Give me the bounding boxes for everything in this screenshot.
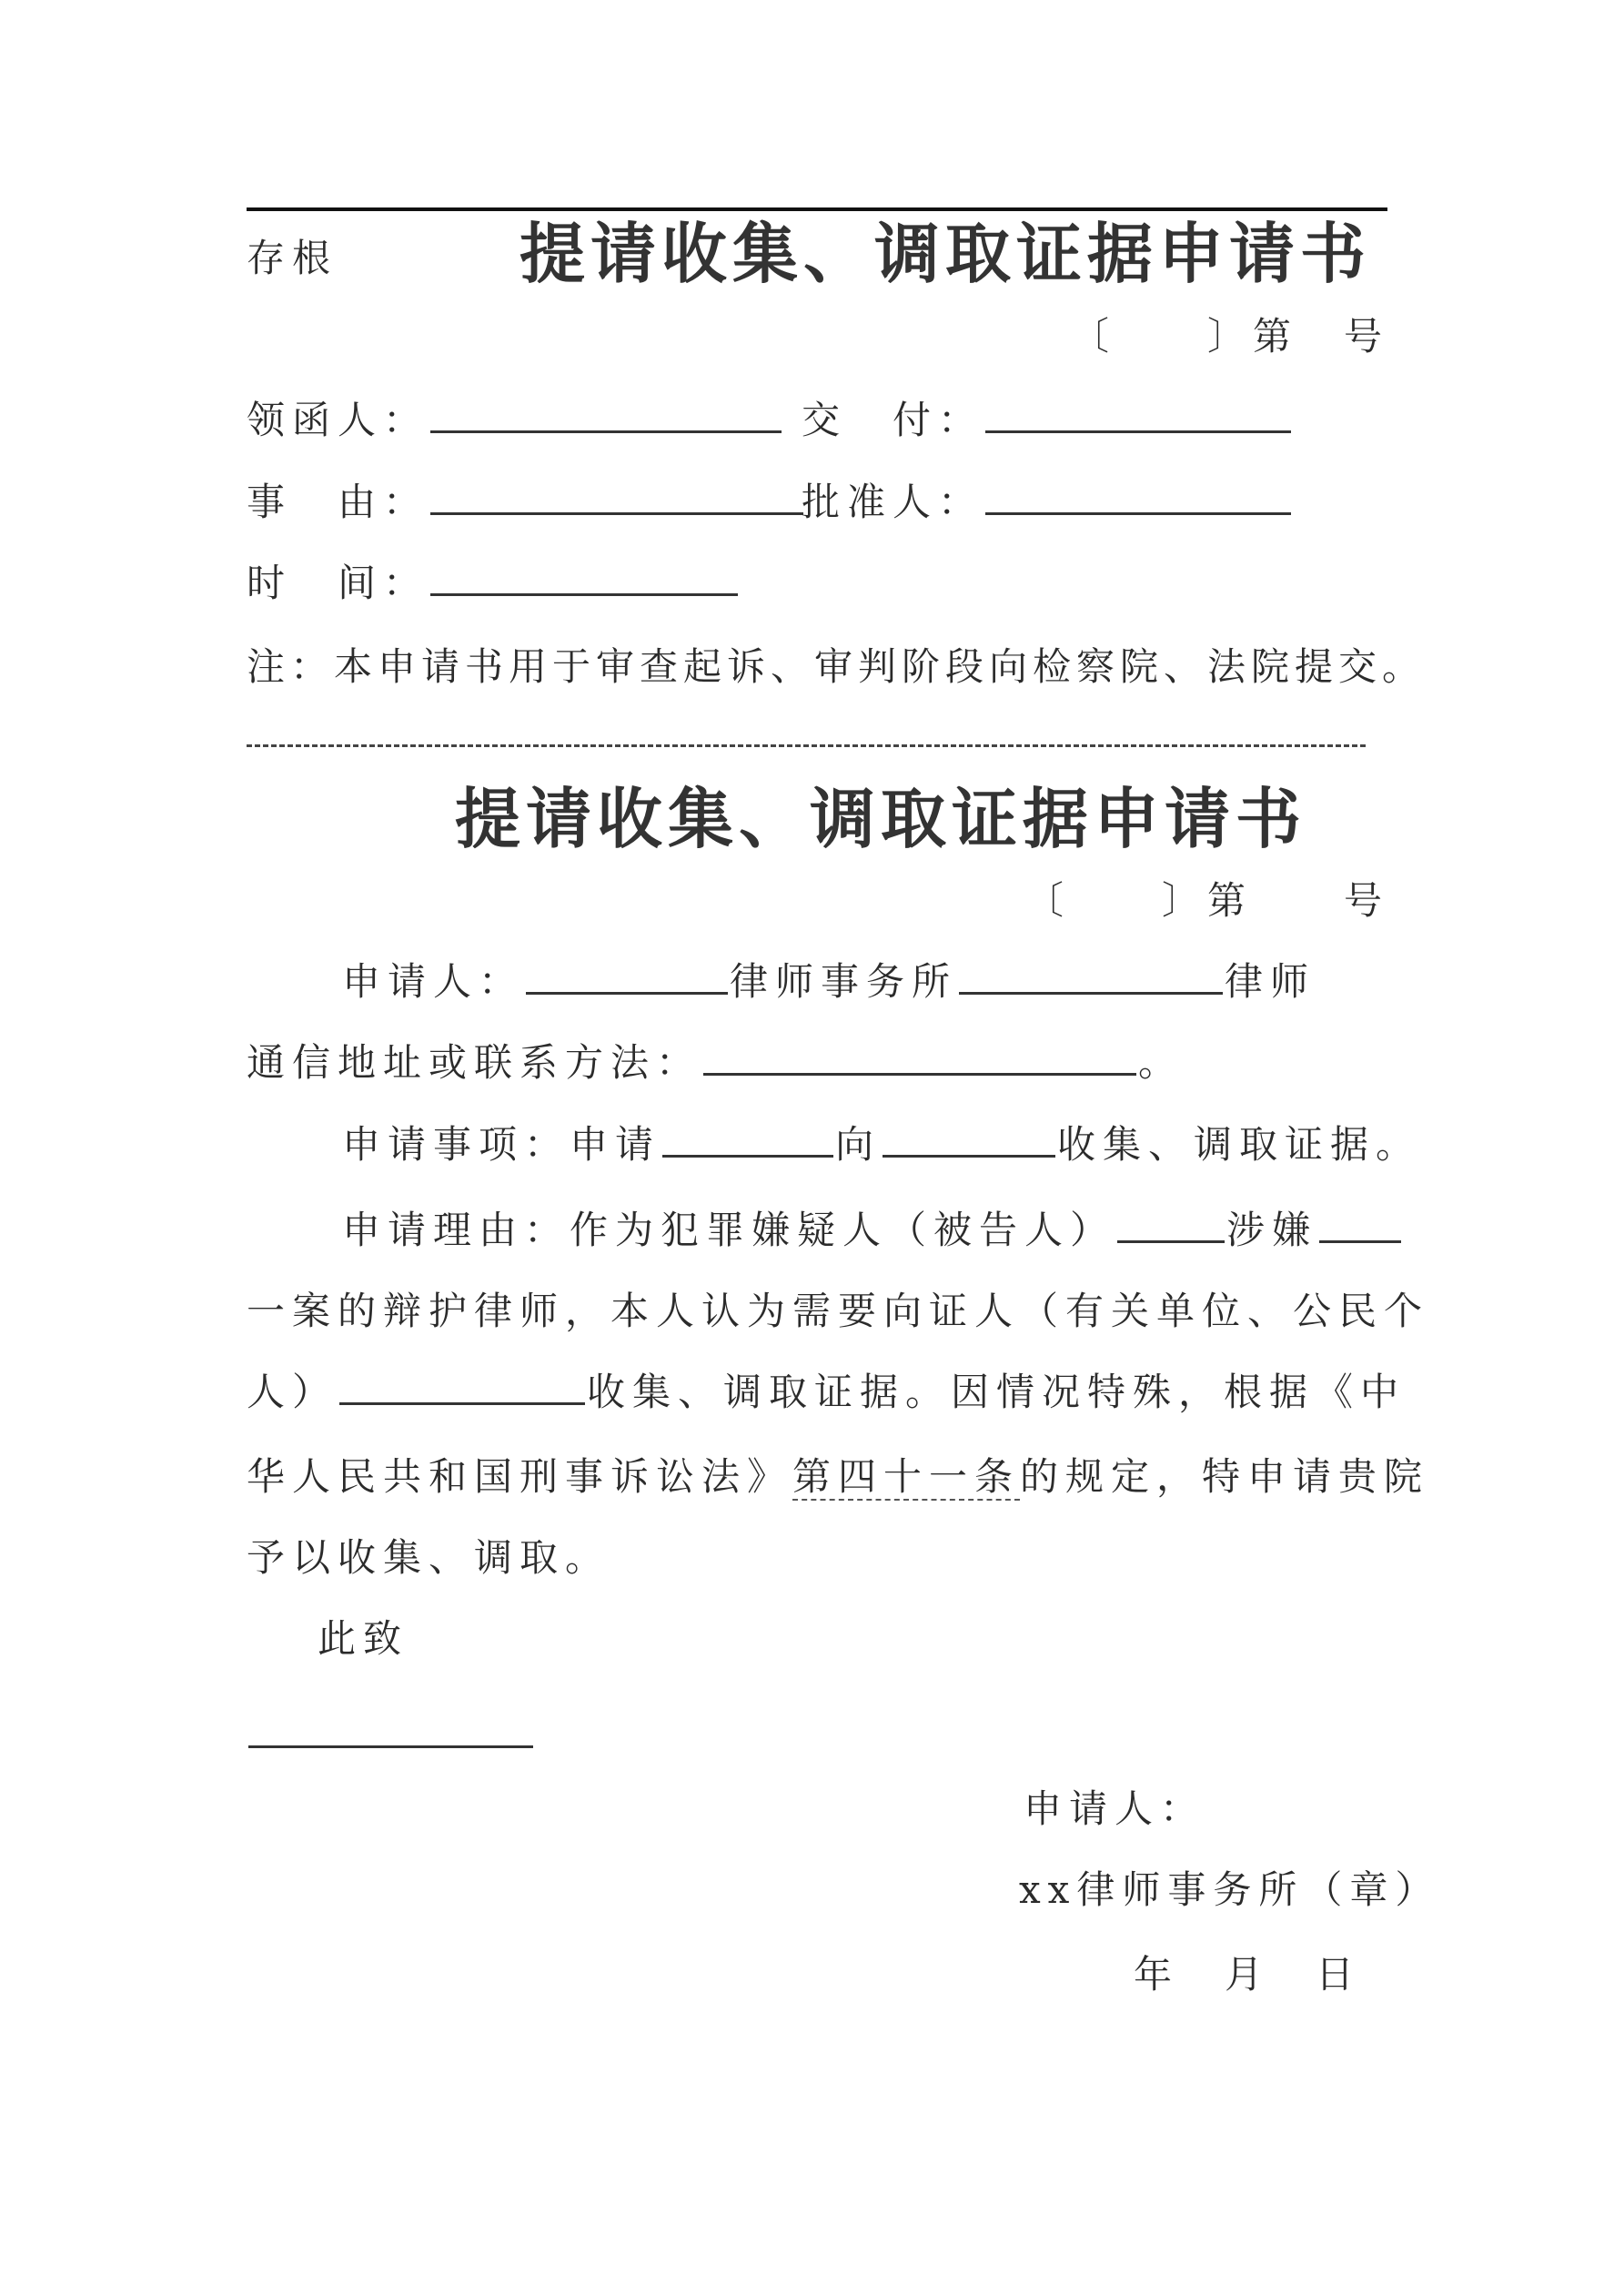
salutation: 此致 (318, 1616, 409, 1661)
stub-top-rule (247, 207, 1387, 211)
reason-label: 事 由： (247, 480, 429, 524)
stub-reason-row (247, 475, 805, 530)
matter-row (342, 1118, 1421, 1172)
reason-line-3 (247, 1365, 1406, 1420)
approver-label: 批准人： (802, 480, 984, 524)
reason-line-2: 一案的辩护律师，本人认为需要向证人（有关单位、公民个 (247, 1289, 1430, 1333)
address-row (247, 1036, 1184, 1090)
applicant-label: 申请人： (342, 959, 525, 1004)
lawyer-field[interactable] (959, 956, 1223, 995)
address-field[interactable] (703, 1037, 1136, 1076)
charge-field[interactable] (1319, 1204, 1401, 1243)
stub-note: 注：本申请书用于审查起诉、审判阶段向检察院、法院提交。 (247, 644, 1427, 689)
period: 。 (1138, 1040, 1185, 1085)
sign-date: 年 月 日 (1134, 1952, 1362, 1997)
sign-firm: xx律师事务所（章） (1019, 1867, 1441, 1912)
law-article: 第四十一条 (792, 1454, 1021, 1499)
stub-label: 存根 (247, 236, 338, 280)
matter-target-field[interactable] (662, 1118, 833, 1158)
reason-line-4 (247, 1450, 1429, 1504)
stub-title: 提请收集、调取证据申请书 (519, 216, 1372, 292)
suspect-field[interactable] (1117, 1204, 1225, 1243)
reason-text: 涉嫌 (1226, 1208, 1318, 1252)
recipient-field[interactable] (430, 394, 782, 433)
stub-approver-row (802, 475, 1293, 530)
approver-field[interactable] (985, 476, 1291, 515)
law-firm-field[interactable] (526, 956, 728, 995)
recipient-court-field[interactable] (248, 1709, 533, 1748)
stub-recipient-row (247, 393, 783, 448)
stub-time-row (247, 556, 740, 611)
reason-text: 人） (247, 1370, 338, 1414)
address-label: 通信地址或联系方法： (247, 1040, 702, 1085)
lawyer-label: 律师 (1225, 959, 1316, 1004)
reason-field[interactable] (430, 476, 803, 515)
law-firm-label: 律师事务所 (730, 959, 958, 1004)
stub-number: 〔 〕第 号 (1070, 314, 1389, 359)
applicant-row (342, 955, 1316, 1009)
reason-text: 的规定，特申请贵院 (1020, 1454, 1430, 1499)
reason-text: 申请理由：作为犯罪嫌疑人（被告人） (342, 1208, 1116, 1252)
reason-line-1 (342, 1203, 1403, 1258)
reason-line-5: 予以收集、调取。 (247, 1535, 611, 1580)
reason-text: 华人民共和国刑事诉讼法》 (247, 1454, 793, 1499)
delivery-label: 交 付： (802, 398, 984, 442)
sign-applicant: 申请人： (1024, 1786, 1206, 1831)
form-title: 提请收集、调取证据申请书 (455, 781, 1307, 857)
reason-text: 收集、调取证据。因情况特殊，根据《中 (587, 1370, 1407, 1414)
recipient-label: 领函人： (247, 398, 429, 442)
form-number: 〔 〕第 号 (1024, 878, 1389, 923)
cut-line (247, 744, 1366, 747)
stub-delivery-row (802, 393, 1293, 448)
time-label: 时 间： (247, 561, 429, 605)
witness-field[interactable] (339, 1366, 585, 1405)
delivery-field[interactable] (985, 394, 1291, 433)
matter-end: 收集、调取证据。 (1057, 1122, 1422, 1167)
matter-source-field[interactable] (883, 1118, 1055, 1158)
matter-to: 向 (835, 1122, 882, 1167)
matter-label: 申请事项：申请 (342, 1122, 661, 1167)
time-field[interactable] (430, 557, 738, 596)
